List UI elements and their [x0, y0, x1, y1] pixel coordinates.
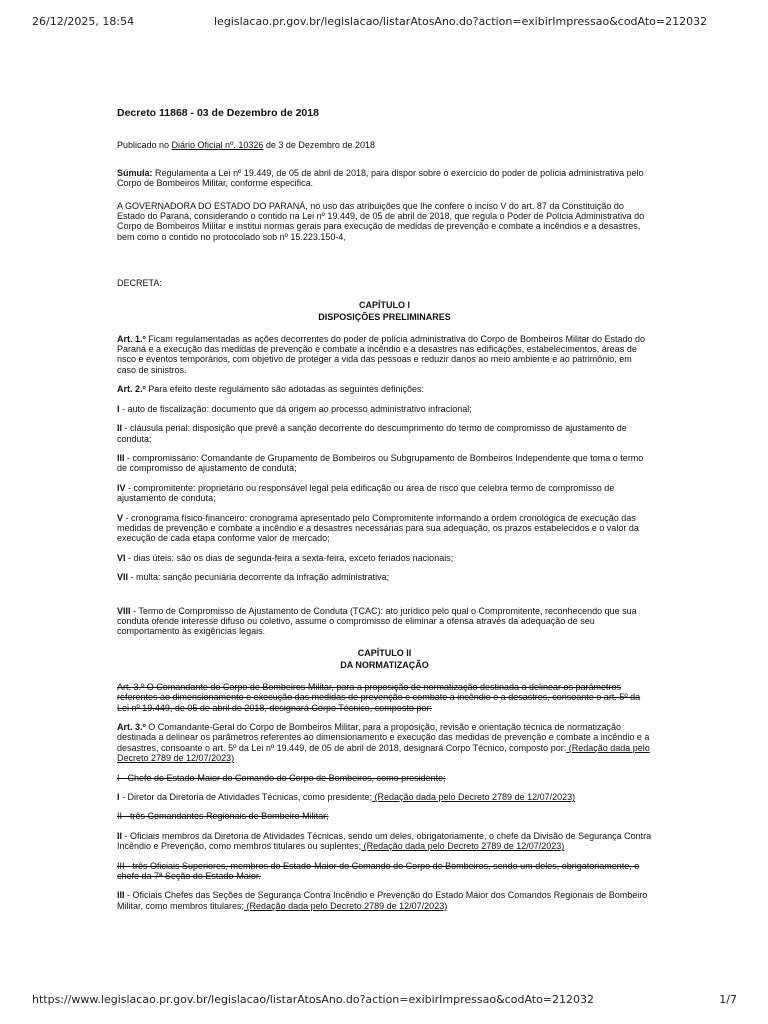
amendment-link[interactable]: (Redação dada pelo Decreto 2789 de 12/07/2023) [361, 841, 565, 852]
chapter-1-heading: CAPÍTULO I DISPOSIÇÕES PRELIMINARES [318, 299, 451, 323]
item-i: I - Diretor da Diretoria de Atividades Técnicas, como presidente; (Redação dada pelo Decreto 2789 de 12/07/2023) [117, 792, 576, 803]
publication-line: Publicado no Diário Oficial nº. 10326 de 3 de Dezembro de 2018 [117, 140, 375, 151]
art-3-revoked: Art. 3.º O Comandante do Corpo de Bombeiros Militar, para a proposição de normatização destinada a delinear os parâmetros referentes ao dimensionamento e execução das medidas de prevenção e combate a incêndio e a desastres, consoante o art. 5º da Lei nº 19.449, de 05 de abril de 2018, designará Corpo Técnico, composto por: [117, 681, 641, 713]
print-header-url: legislacao.pr.gov.br/legislacao/listarAtosAno.do?action=exibirImpressao&codAto=212032 [214, 15, 708, 28]
print-footer-url: https://www.legislacao.pr.gov.br/legislacao/listarAtosAno.do?action=exibirImpressao&codAto=212032 [32, 993, 595, 1006]
art-3: Art. 3.º O Comandante-Geral do Corpo de Bombeiros Militar, para a proposição, revisão e orientação técnica de normatização destinada a delinear os parâmetros referentes ao dimensionamento e execução das medidas de prevenção e combate a incêndio e a desastres, consoante o art. 5º da Lei nº 19.449, de 05 de abril de 2018, designará Corpo Técnico, composto por: (Redação dada pelo Decreto 2789 de 12/07/2023) [117, 722, 650, 764]
item-i-revoked: I - Chefe do Estado-Maior do Comando do Corpo de Bombeiros, como presidente; [117, 772, 446, 783]
definition-item: VI - dias úteis: são os dias de segunda-feira a sexta-feira, exceto feriados nacionais; [117, 552, 454, 563]
decree-title: Decreto 11868 - 03 de Dezembro de 2018 [117, 107, 319, 119]
item-ii-revoked: II - três Comandantes Regionais de Bombeiro Militar; [117, 811, 329, 822]
page-number: 1/7 [719, 993, 737, 1006]
art-2: Art. 2.º Para efeito deste regulamento são adotadas as seguintes definições: [117, 384, 424, 395]
amendment-link[interactable]: (Redação dada pelo Decreto 2789 de 12/07/2023) [371, 792, 576, 803]
print-datetime: 26/12/2025, 18:54 [32, 15, 135, 28]
item-iii: III - Oficiais Chefes das Seções de Segurança Contra Incêndio e Prevenção do Estado Maior dos Comandos Regionais de Bombeiro Militar, como membros titulares; (Redação dada pelo Decreto 2789 de 12/07/2023) [117, 890, 648, 911]
definition-item: V - cronograma físico-financeiro: cronograma apresentado pelo Compromitente informando a ordem cronológica de execução das medidas de prevenção e combate a incêndio e a desastres necessárias para sua adequação, os prazos estabelecidos e o valor da execução de cada etapa conforme valor de mercado; [117, 512, 639, 544]
amendment-link[interactable]: (Redação dada pelo Decreto 2789 de 12/07/2023) [244, 900, 448, 911]
preamble: A GOVERNADORA DO ESTADO DO PARANÁ, no uso das atribuições que lhe confere o inciso V do art. 87 da Constituição do Estado do Paraná, considerando o contido na Lei nº 19.449, de 05 de abril de 2018, que regula o Poder de Polícia Administrativa do Corpo de Bombeiros Militar e institui normas gerais para execução de medidas de prevenção e combate a incêndios e a desastres, bem como o contido no protocolado sob nº 15.223.150-4, [117, 200, 645, 242]
decreta: DECRETA: [117, 278, 162, 289]
amendment-link[interactable]: (Redação dada pelo Decreto 2789 de 12/07/2023) [117, 742, 650, 764]
document-body [117, 108, 652, 920]
sumula: Súmula: Regulamenta a Lei nº 19.449, de 05 de abril de 2018, para dispor sobre o exercício do poder de polícia administrativa pelo Corpo de Bombeiros Militar, conforme especifica. [117, 167, 644, 189]
item-iii-revoked: III - três Oficiais Superiores, membros do Estado-Maior do Comando do Corpo de Bombeiros, sendo um deles, obrigatoriamente, o chefe da 7ª Seção do Estado-Maior. [117, 860, 640, 882]
diario-oficial-link[interactable]: Diário Oficial nº. 10326 [171, 140, 264, 151]
definition-item: IV - compromitente: proprietário ou responsável legal pela edificação ou área de risco que celebra termo de compromisso de ajustamento de conduta; [117, 482, 615, 504]
chapter-2-heading: CAPÍTULO II DA NORMATIZAÇÃO [340, 647, 429, 671]
definition-item: I - auto de fiscalização: documento que dá origem ao processo administrativo infracional; [117, 403, 472, 414]
definition-item: VII - multa: sanção pecuniária decorrente da infração administrativa; [117, 572, 390, 583]
definition-item: III - compromissário: Comandante de Grupamento de Bombeiros ou Subgrupamento de Bombeiros Independente que toma o termo de compromisso de ajustamento de conduta; [117, 452, 644, 474]
definition-item: II - cláusula penal: disposição que prevê a sanção decorrente do descumprimento do termo de compromisso de ajustamento de conduta; [117, 423, 627, 444]
art-1: Art. 1.º Ficam regulamentadas as ações decorrentes do poder de polícia administrativa do Corpo de Bombeiros Militar do Estado do Paraná e a execução das medidas de prevenção e combate a incêndio e a desastres nas edificações, estabelecimentos, áreas de risco e eventos temporários, com objetivo de proteger a vida das pessoas e reduzir danos ao meio ambiente e ao patrimônio, em caso de sinistros. [117, 333, 646, 375]
item-ii: II - Oficiais membros da Diretoria de Atividades Técnicas, sendo um deles, obrigatoriamente, o chefe da Divisão de Segurança Contra Incêndio e Prevenção, como membros titulares ou suplentes; (Redação dada pelo Decreto 2789 de 12/07/2023) [117, 830, 652, 852]
definition-item-viii: VIII - Termo de Compromisso de Ajustamento de Conduta (TCAC): ato jurídico pelo qual o Compromitente, reconhecendo que sua conduta ofende interesse difuso ou coletivo, assume o compromisso de eliminar a ofensa através da adequação de seu comportamento às exigências legais. [117, 605, 637, 637]
